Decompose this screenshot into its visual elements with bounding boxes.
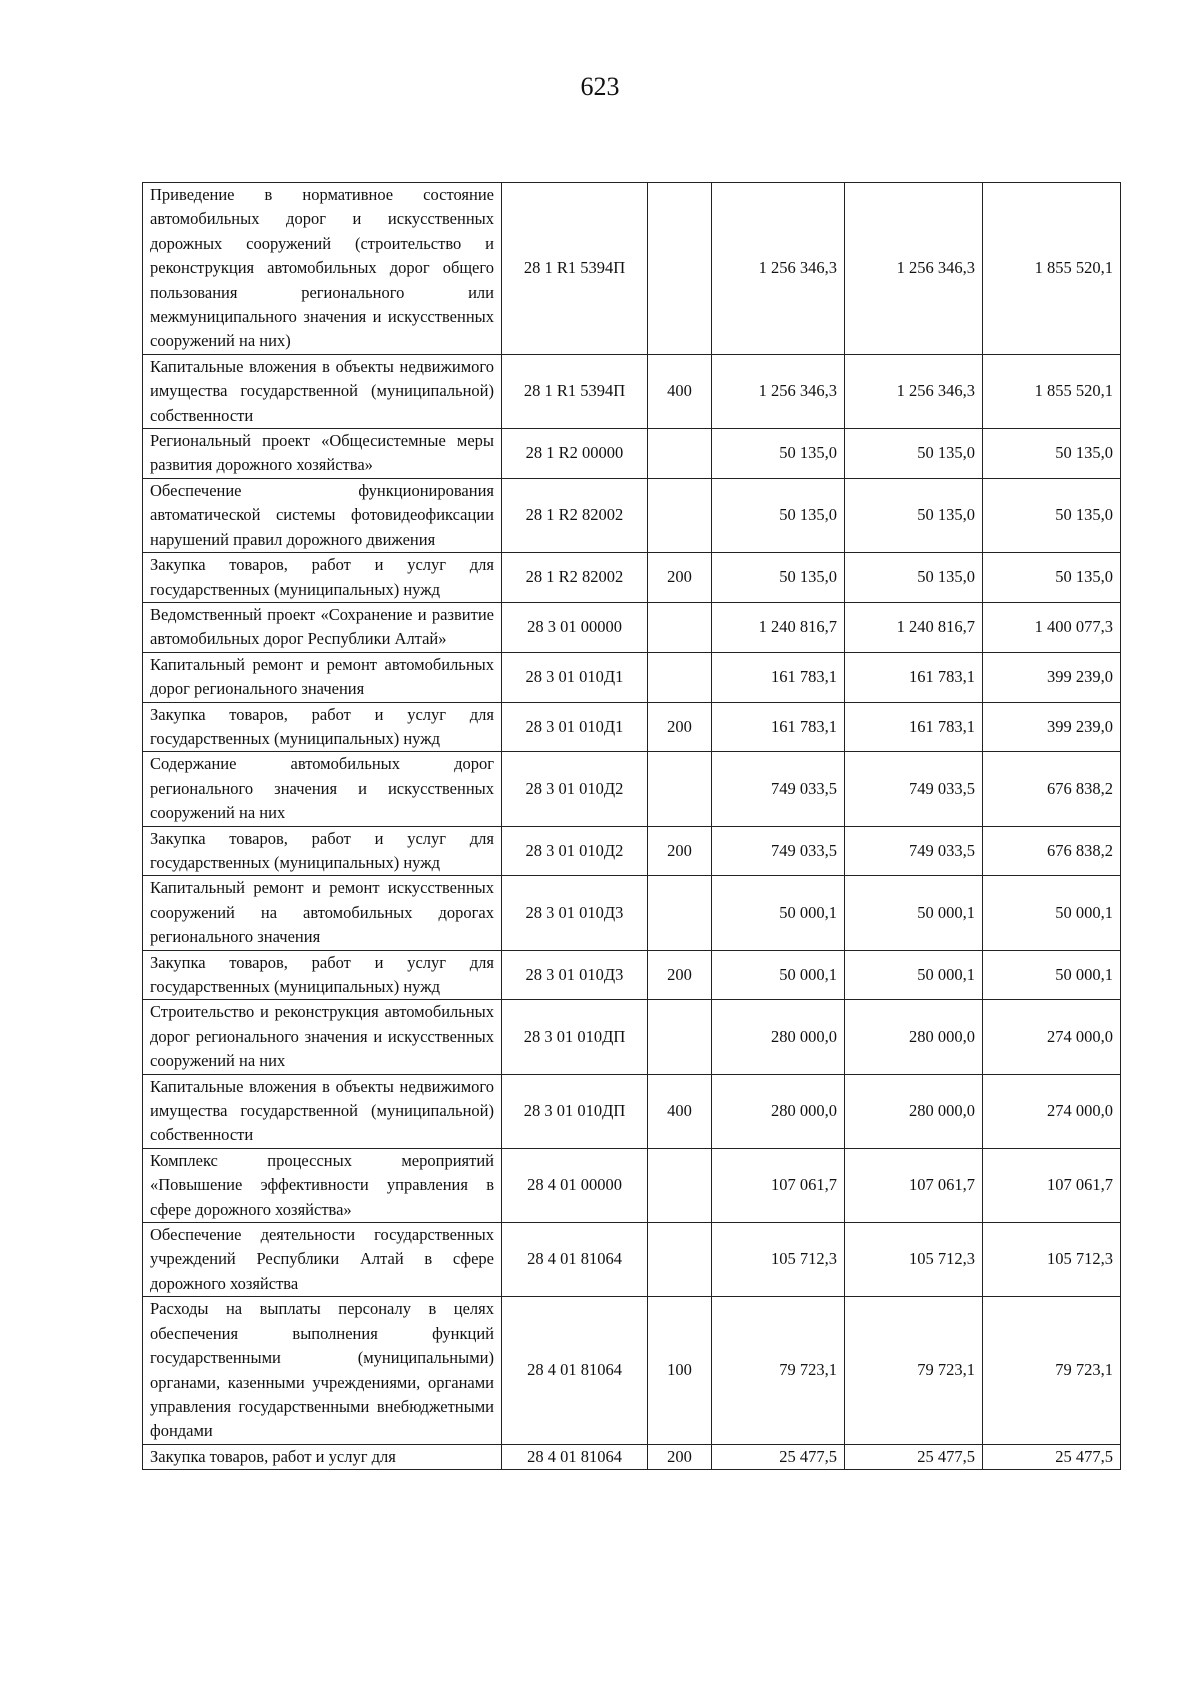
- expense-type-code-cell: 200: [648, 950, 712, 1000]
- expense-type-code-cell: 400: [648, 354, 712, 428]
- amount-col-2-cell: 50 135,0: [845, 553, 983, 603]
- amount-col-2-cell: 50 135,0: [845, 429, 983, 479]
- amount-col-1-cell: 280 000,0: [712, 1000, 845, 1074]
- expense-name-cell: Обеспечение деятельности государственных учреждений Республики Алтай в сфере дорожного хозяйства: [143, 1223, 502, 1297]
- target-article-code-cell: 28 4 01 81064: [502, 1444, 648, 1469]
- amount-col-2-cell: 161 783,1: [845, 652, 983, 702]
- amount-col-3-cell: 399 239,0: [983, 652, 1121, 702]
- amount-col-3-cell: 1 855 520,1: [983, 183, 1121, 355]
- table-row: [143, 702, 1121, 752]
- expense-name-cell: Капитальные вложения в объекты недвижимого имущества государственной (муниципальной) собственности: [143, 354, 502, 428]
- expense-name-cell: Закупка товаров, работ и услуг для государственных (муниципальных) нужд: [143, 553, 502, 603]
- amount-col-1-cell: 1 256 346,3: [712, 183, 845, 355]
- amount-col-3-cell: 399 239,0: [983, 702, 1121, 752]
- table-row: [143, 602, 1121, 652]
- target-article-code-cell: 28 3 01 010ДП: [502, 1000, 648, 1074]
- expense-name-cell: Капитальные вложения в объекты недвижимого имущества государственной (муниципальной) собственности: [143, 1074, 502, 1148]
- amount-col-2-cell: 25 477,5: [845, 1444, 983, 1469]
- expense-type-code-cell: 200: [648, 1444, 712, 1469]
- expense-name-cell: Закупка товаров, работ и услуг для: [143, 1444, 502, 1469]
- expense-name-cell: Закупка товаров, работ и услуг для государственных (муниципальных) нужд: [143, 702, 502, 752]
- target-article-code-cell: 28 4 01 81064: [502, 1223, 648, 1297]
- expense-type-code-cell: 100: [648, 1297, 712, 1444]
- expense-type-code-cell: 400: [648, 1074, 712, 1148]
- expense-name-cell: Приведение в нормативное состояние автомобильных дорог и искусственных дорожных сооружений (строительство и реконструкция автомобильных дорог общего пользования регионального или межмуниципального значения и искусственных сооружений на них): [143, 183, 502, 355]
- amount-col-3-cell: 25 477,5: [983, 1444, 1121, 1469]
- target-article-code-cell: 28 4 01 00000: [502, 1148, 648, 1222]
- table-row: [143, 1297, 1121, 1444]
- amount-col-1-cell: 25 477,5: [712, 1444, 845, 1469]
- amount-col-1-cell: 105 712,3: [712, 1223, 845, 1297]
- expense-name-cell: Комплекс процессных мероприятий «Повышение эффективности управления в сфере дорожного хозяйства»: [143, 1148, 502, 1222]
- amount-col-2-cell: 50 000,1: [845, 950, 983, 1000]
- target-article-code-cell: 28 3 01 010Д1: [502, 652, 648, 702]
- expense-name-cell: Региональный проект «Общесистемные меры развития дорожного хозяйства»: [143, 429, 502, 479]
- budget-table: [142, 182, 1121, 1470]
- table-row: [143, 553, 1121, 603]
- target-article-code-cell: 28 1 R2 82002: [502, 553, 648, 603]
- amount-col-3-cell: 50 135,0: [983, 429, 1121, 479]
- amount-col-2-cell: 1 240 816,7: [845, 602, 983, 652]
- table-row: [143, 1444, 1121, 1469]
- amount-col-3-cell: 107 061,7: [983, 1148, 1121, 1222]
- expense-type-code-cell: [648, 602, 712, 652]
- amount-col-2-cell: 107 061,7: [845, 1148, 983, 1222]
- amount-col-3-cell: 105 712,3: [983, 1223, 1121, 1297]
- expense-name-cell: Обеспечение функционирования автоматической системы фотовидеофиксации нарушений правил дорожного движения: [143, 478, 502, 552]
- amount-col-1-cell: 79 723,1: [712, 1297, 845, 1444]
- amount-col-2-cell: 280 000,0: [845, 1074, 983, 1148]
- target-article-code-cell: 28 1 R2 00000: [502, 429, 648, 479]
- expense-name-cell: Закупка товаров, работ и услуг для государственных (муниципальных) нужд: [143, 826, 502, 876]
- expense-name-cell: Расходы на выплаты персоналу в целях обеспечения выполнения функций государственными (муниципальными) органами, казенными учреждениями, органами управления государственными внебюджетными фондами: [143, 1297, 502, 1444]
- amount-col-2-cell: 1 256 346,3: [845, 354, 983, 428]
- amount-col-3-cell: 1 855 520,1: [983, 354, 1121, 428]
- amount-col-3-cell: 1 400 077,3: [983, 602, 1121, 652]
- expense-name-cell: Капитальный ремонт и ремонт автомобильных дорог регионального значения: [143, 652, 502, 702]
- target-article-code-cell: 28 3 01 010Д2: [502, 752, 648, 826]
- expense-type-code-cell: [648, 183, 712, 355]
- expense-type-code-cell: 200: [648, 553, 712, 603]
- amount-col-2-cell: 79 723,1: [845, 1297, 983, 1444]
- amount-col-2-cell: 1 256 346,3: [845, 183, 983, 355]
- amount-col-2-cell: 50 135,0: [845, 478, 983, 552]
- expense-type-code-cell: [648, 1000, 712, 1074]
- expense-type-code-cell: [648, 429, 712, 479]
- amount-col-3-cell: 50 135,0: [983, 553, 1121, 603]
- amount-col-3-cell: 79 723,1: [983, 1297, 1121, 1444]
- amount-col-3-cell: 676 838,2: [983, 752, 1121, 826]
- target-article-code-cell: 28 3 01 00000: [502, 602, 648, 652]
- table-row: [143, 826, 1121, 876]
- target-article-code-cell: 28 1 R1 5394П: [502, 183, 648, 355]
- amount-col-2-cell: 749 033,5: [845, 752, 983, 826]
- expense-type-code-cell: [648, 652, 712, 702]
- expense-type-code-cell: [648, 1223, 712, 1297]
- expense-name-cell: Капитальный ремонт и ремонт искусственных сооружений на автомобильных дорогах регионального значения: [143, 876, 502, 950]
- amount-col-1-cell: 161 783,1: [712, 652, 845, 702]
- table-row: [143, 354, 1121, 428]
- table-row: [143, 652, 1121, 702]
- table-row: [143, 1074, 1121, 1148]
- amount-col-1-cell: 50 135,0: [712, 429, 845, 479]
- amount-col-1-cell: 161 783,1: [712, 702, 845, 752]
- expense-type-code-cell: 200: [648, 826, 712, 876]
- amount-col-3-cell: 50 000,1: [983, 950, 1121, 1000]
- amount-col-1-cell: 1 256 346,3: [712, 354, 845, 428]
- amount-col-1-cell: 1 240 816,7: [712, 602, 845, 652]
- amount-col-1-cell: 749 033,5: [712, 826, 845, 876]
- amount-col-3-cell: 676 838,2: [983, 826, 1121, 876]
- amount-col-1-cell: 280 000,0: [712, 1074, 845, 1148]
- expense-type-code-cell: [648, 1148, 712, 1222]
- amount-col-1-cell: 107 061,7: [712, 1148, 845, 1222]
- table-row: [143, 1000, 1121, 1074]
- table-row: [143, 429, 1121, 479]
- target-article-code-cell: 28 4 01 81064: [502, 1297, 648, 1444]
- target-article-code-cell: 28 3 01 010ДП: [502, 1074, 648, 1148]
- table-row: [143, 752, 1121, 826]
- target-article-code-cell: 28 1 R2 82002: [502, 478, 648, 552]
- target-article-code-cell: 28 3 01 010Д1: [502, 702, 648, 752]
- amount-col-1-cell: 50 135,0: [712, 553, 845, 603]
- page-number: 623: [580, 72, 620, 101]
- table-row: [143, 478, 1121, 552]
- expense-type-code-cell: 200: [648, 702, 712, 752]
- amount-col-1-cell: 50 000,1: [712, 876, 845, 950]
- amount-col-3-cell: 274 000,0: [983, 1074, 1121, 1148]
- table-row: [143, 183, 1121, 355]
- amount-col-1-cell: 50 135,0: [712, 478, 845, 552]
- expense-name-cell: Содержание автомобильных дорог регионального значения и искусственных сооружений на них: [143, 752, 502, 826]
- amount-col-1-cell: 749 033,5: [712, 752, 845, 826]
- amount-col-2-cell: 105 712,3: [845, 1223, 983, 1297]
- amount-col-3-cell: 50 135,0: [983, 478, 1121, 552]
- amount-col-3-cell: 274 000,0: [983, 1000, 1121, 1074]
- target-article-code-cell: 28 3 01 010Д2: [502, 826, 648, 876]
- target-article-code-cell: 28 3 01 010Д3: [502, 876, 648, 950]
- target-article-code-cell: 28 1 R1 5394П: [502, 354, 648, 428]
- amount-col-2-cell: 161 783,1: [845, 702, 983, 752]
- expense-type-code-cell: [648, 876, 712, 950]
- expense-name-cell: Ведомственный проект «Сохранение и развитие автомобильных дорог Республики Алтай»: [143, 602, 502, 652]
- budget-table-body: [143, 183, 1121, 1470]
- table-row: [143, 950, 1121, 1000]
- amount-col-2-cell: 280 000,0: [845, 1000, 983, 1074]
- target-article-code-cell: 28 3 01 010Д3: [502, 950, 648, 1000]
- table-row: [143, 876, 1121, 950]
- expense-type-code-cell: [648, 478, 712, 552]
- expense-type-code-cell: [648, 752, 712, 826]
- amount-col-2-cell: 50 000,1: [845, 876, 983, 950]
- amount-col-3-cell: 50 000,1: [983, 876, 1121, 950]
- table-row: [143, 1148, 1121, 1222]
- table-row: [143, 1223, 1121, 1297]
- expense-name-cell: Закупка товаров, работ и услуг для государственных (муниципальных) нужд: [143, 950, 502, 1000]
- amount-col-1-cell: 50 000,1: [712, 950, 845, 1000]
- amount-col-2-cell: 749 033,5: [845, 826, 983, 876]
- expense-name-cell: Строительство и реконструкция автомобильных дорог регионального значения и искусственных сооружений на них: [143, 1000, 502, 1074]
